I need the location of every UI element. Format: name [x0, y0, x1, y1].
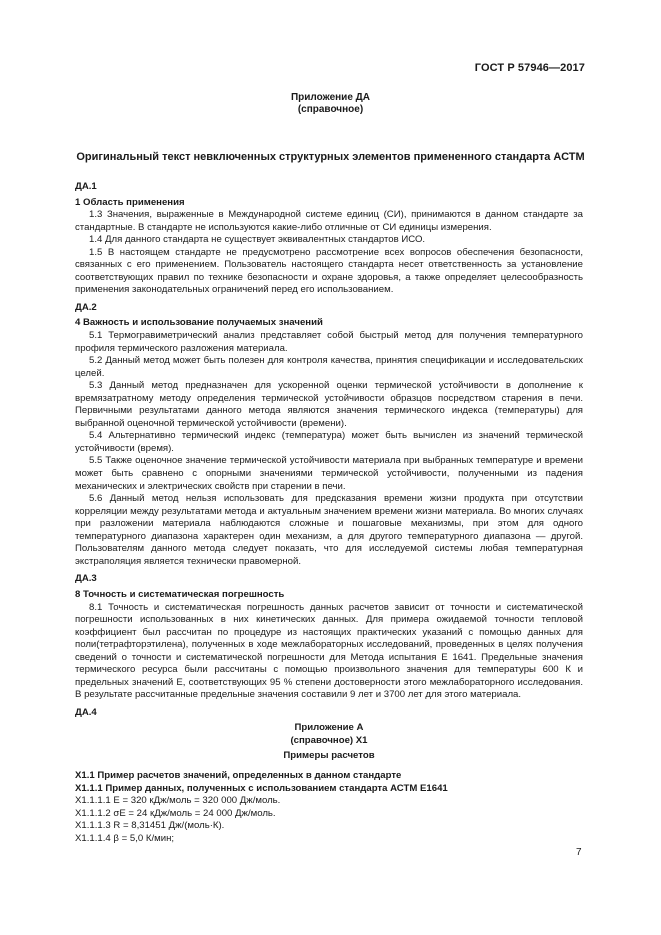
paragraph: 1.3 Значения, выраженные в Международной системе единиц (СИ), принимаются в данном стандарте за стандартные. В стандарте не используются какие-либо отличные от СИ единицы измерения.: [75, 209, 583, 233]
section-heading-da3: 8 Точность и систематическая погрешность: [75, 588, 285, 600]
subsection-heading: X1.1 Пример расчетов значений, определенных в данном стандарте: [75, 770, 402, 782]
page-number: 7: [576, 847, 582, 858]
appendix-subtitle: (справочное): [297, 104, 364, 115]
list-item: X1.1.1.2 σE = 24 кДж/моль = 24 000 Дж/моль.: [75, 807, 276, 819]
section-label-da1: ДА.1: [75, 181, 97, 192]
annex-subtitle: (справочное) X1: [290, 734, 368, 746]
document-body: [75, 181, 583, 845]
standard-code: ГОСТ Р 57946—2017: [474, 62, 585, 74]
annex-title: Приложение А: [294, 722, 364, 734]
list-item: X1.1.1.1 E = 320 кДж/моль = 320 000 Дж/моль.: [75, 795, 281, 807]
subsection-heading: X1.1.1 Пример данных, полученных с использованием стандарта АСТМ E1641: [75, 782, 448, 794]
paragraph: 5.4 Альтернативно термический индекс (температура) может быть вычислен из значений термической устойчивости (время).: [75, 430, 583, 454]
paragraph: 5.3 Данный метод предназначен для ускоренной оценки термической устойчивости в дополнение к времязатратному методу определения термической устойчивости образцов посредством старения в печи. Первичными результатами данного метода являются значения термического индекса (температуры) для выбранной оценочной термической устойчивости (времени).: [75, 380, 583, 429]
section-label-da3: ДА.3: [75, 573, 97, 585]
section-heading-da2: 4 Важность и использование получаемых значений: [75, 317, 323, 329]
paragraph: 8.1 Точность и систематическая погрешность данных расчетов зависит от точности и систематической погрешности использованных в них кинетических данных. Для примера ожидаемой точности тепловой коэффициент был рассчитан по процедуре из настоящих практических указаний с помощью данных для поли(тетрафторэтилена), полученных в ходе межлабораторных исследований, проведенных в целях получения сведений о точности и систематической погрешности для Метода испытания Е 1641. Предельные значения термического ресурса были рассчитаны с помощью произвольного значения для температуры 600 К и предельных значений Е, соответствующих 95 % степени достоверности этого межлабораторного исследования. В результате рассчитанные предельные значения составили 9 лет и 3700 лет для этого материала.: [75, 601, 583, 701]
annex-heading: Примеры расчетов: [283, 749, 375, 761]
paragraph: 1.5 В настоящем стандарте не предусмотрено рассмотрение всех вопросов обеспечения безопасности, связанных с его применением. Пользователь настоящего стандарта несет ответственность за установление соответствующих правил по технике безопасности и охране здоровья, а также определяет целесообразность применения законодательных ограничений перед его использованием.: [75, 246, 583, 296]
appendix-title: Приложение ДА: [290, 92, 371, 103]
paragraph: 1.4 Для данного стандарта не существует эквивалентных стандартов ИСО.: [89, 234, 426, 246]
section-label-da4: ДА.4: [75, 706, 97, 718]
main-title: Оригинальный текст невключенных структурных элементов примененного стандарта АСТМ: [76, 151, 585, 163]
section-label-da2: ДА.2: [75, 301, 97, 313]
list-item: X1.1.1.3 R = 8,31451 Дж/(моль·К).: [75, 820, 225, 832]
paragraph: 5.1 Термогравиметрический анализ представляет собой быстрый метод для получения температурного профиля термического разложения материала.: [75, 330, 583, 354]
paragraph: 5.2 Данный метод может быть полезен для контроля качества, принятия спецификации и исследовательских целей.: [75, 355, 583, 379]
paragraph: 5.5 Также оценочное значение термической устойчивости материала при выбранных температуре и времени может быть сравнено с опорными значениями термической устойчивости, полученными из падения механических и электрических свойств при старении в печи.: [75, 455, 583, 492]
list-item: X1.1.1.4 β = 5,0 К/мин;: [75, 832, 175, 844]
paragraph: 5.6 Данный метод нельзя использовать для предсказания времени жизни продукта при отсутствии корреляции между результатами метода и актуальным значением времени жизни материала. Во многих случаях при разложении материала наблюдаются сложные и пошаговые механизмы, при этом для одного температурного диапазона характерен один механизм, а для другого температурного диапазона — другой. Пользователям данного метода следует показать, что для исследуемой системы любая температурная экстраполяция является технически правомерной.: [75, 493, 583, 567]
section-heading-da1: 1 Область применения: [75, 196, 185, 208]
